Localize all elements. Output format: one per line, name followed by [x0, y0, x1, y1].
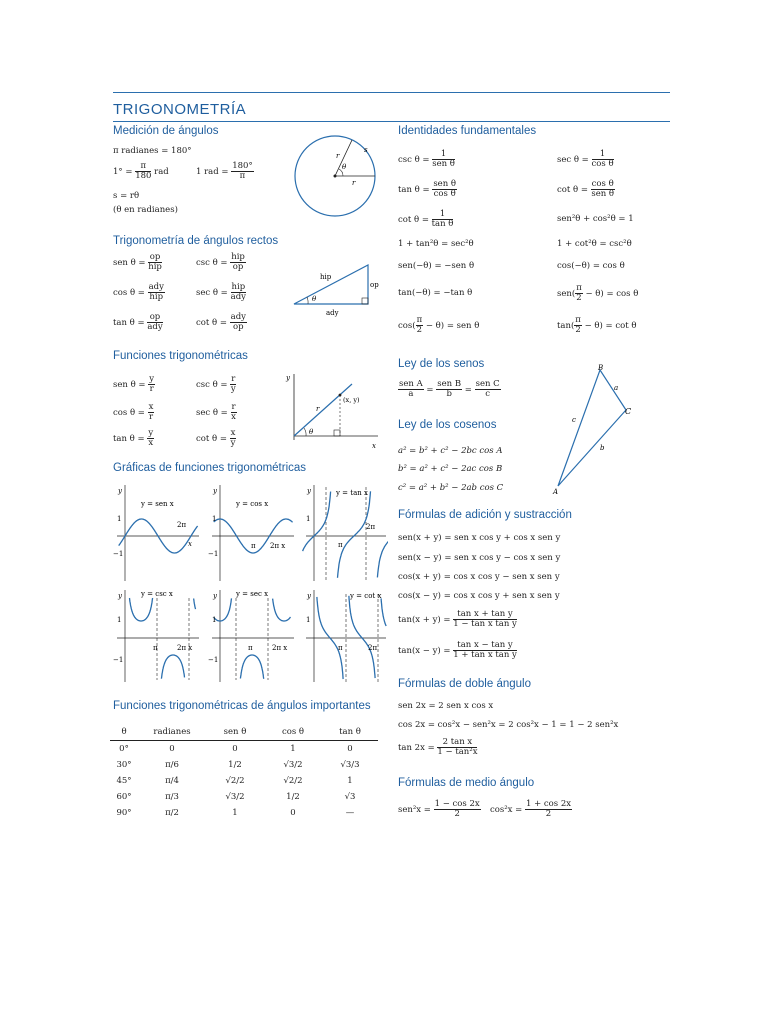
title-rule: [113, 121, 670, 122]
graph-sec-two-pi-x: 2π x: [272, 644, 288, 652]
addition-tan-plus: tan(x + y) = $\frac{\text{tan x + tan y}}{\text{1 − tan x tan y}}$: [398, 609, 517, 629]
table-cell: 1/2: [286, 792, 300, 802]
graph-tan-pi: π: [338, 541, 343, 549]
graph-sen-one: 1: [117, 515, 122, 523]
table-header-row: [110, 724, 378, 741]
ident-cot: cot θ = cos θ sen θ: [557, 179, 615, 199]
section-graficas-title: Gráficas de funciones trigonométricas: [113, 462, 307, 474]
graph-sec: [208, 588, 298, 684]
graph-cot-one: 1: [306, 616, 311, 624]
funciones-tan: tan θ = $\frac{y}{x}$: [113, 428, 154, 448]
graph-sen: [113, 483, 203, 583]
section-funciones-title: Funciones trigonométricas: [113, 350, 248, 362]
medicion-pi-rad: π radianes = 180°: [113, 146, 192, 156]
section-importantes-title: Funciones trigonométricas de ángulos importantes: [113, 700, 371, 712]
graph-cos-ylabel: y: [213, 487, 217, 495]
law-of-cosines-b: b² = a² + c² − 2ac cos B: [398, 464, 503, 474]
fdiag-r: r: [316, 405, 320, 413]
medicion-note: (θ en radianes): [113, 205, 178, 215]
addition-sen-minus: sen(x − y) = sen x cos y − cos x sen y: [398, 553, 561, 563]
medicion-radian-formula: 1 rad = $\frac{180^\circ}{\pi}$: [196, 161, 253, 181]
table-cell: 1: [290, 744, 296, 754]
tri-label-op: op: [370, 281, 379, 289]
right-triangle-diagram: [288, 260, 384, 322]
table-cell: π/3: [165, 792, 179, 802]
graph-sen-xlabel: x: [188, 540, 192, 548]
page-title: TRIGONOMETRÍA: [113, 101, 247, 118]
rectos-csc: csc θ = hip op: [196, 252, 245, 272]
fdiag-x: x: [372, 442, 376, 450]
graph-tan-two-pi: 2π: [366, 523, 376, 531]
circle-label-r2: r: [352, 179, 356, 187]
otri-B: B: [598, 364, 604, 372]
table-header: θ: [110, 724, 138, 741]
ident-pythagorean-tan: 1 + tan²θ = sec²θ: [398, 239, 474, 249]
table-row: [110, 789, 378, 805]
rectos-tan: tan θ = op ady: [113, 312, 163, 332]
graph-cot-pi: π: [338, 644, 343, 652]
fdiag-point: (x, y): [343, 396, 360, 404]
ident-neg-sen: sen(−θ) = −sen θ: [398, 261, 475, 271]
funciones-cos: cos θ = $\frac{x}{r}$: [113, 402, 154, 422]
double-angle-tan: tan 2x = $\frac{\text{2 tan x}}{\text{1 − tan²x}}$: [398, 737, 478, 757]
ident-cofunc-cos: cos( $\frac{\pi}{2}$ − θ) = sen θ: [398, 315, 480, 335]
table-row: [110, 805, 378, 821]
graph-cot-ylabel: y: [307, 592, 311, 600]
table-cell: 30°: [116, 760, 132, 770]
table-header: radianes: [138, 724, 206, 741]
graph-cos: [208, 483, 298, 583]
table-cell: —: [345, 808, 355, 818]
section-senos-title: Ley de los senos: [398, 358, 485, 370]
graph-cot-two-pi: 2π: [368, 644, 378, 652]
tri-label-theta: θ: [312, 295, 317, 303]
table-row: [110, 741, 378, 758]
section-medicion-title: Medición de ángulos: [113, 125, 219, 137]
graph-sec-one: 1: [212, 616, 217, 624]
graph-cos-one: 1: [212, 515, 217, 523]
graph-sen-two-pi: 2π: [177, 521, 187, 529]
table-cell: √3/3: [340, 760, 360, 770]
table-cell: π/2: [165, 808, 179, 818]
graph-tan-one: 1: [306, 515, 311, 523]
section-adicion-title: Fórmulas de adición y sustracción: [398, 509, 572, 521]
table-header: tan θ: [322, 724, 378, 741]
half-angle-cos: cos²x = $\frac{1 + \cos 2x}{2}$: [490, 799, 572, 819]
circle-label-theta: θ: [342, 163, 347, 171]
graph-sec-title: y = sec x: [236, 590, 269, 598]
otri-C: C: [625, 407, 632, 416]
table-cell: π/6: [165, 760, 179, 770]
table-cell: 0: [290, 808, 296, 818]
table-cell: √3: [344, 792, 356, 802]
table-cell: √3/2: [225, 792, 245, 802]
ident-neg-tan: tan(−θ) = −tan θ: [398, 288, 473, 298]
law-of-cosines-a: a² = b² + c² − 2bc cos A: [398, 446, 503, 456]
table-cell: 45°: [116, 776, 132, 786]
graph-sen-title: y = sen x: [141, 500, 174, 508]
tri-label-ady: ady: [326, 309, 339, 317]
half-angle-sen: sen²x = $\frac{1 - \cos 2x}{2}$: [398, 799, 480, 819]
addition-cos-minus: cos(x − y) = cos x cos y + sen x sen y: [398, 591, 560, 601]
table-cell: 1: [232, 808, 238, 818]
graph-sen-ylabel: y: [118, 487, 122, 495]
fdiag-y: y: [286, 374, 290, 382]
table-cell: √3/2: [283, 760, 303, 770]
graph-csc-minus-one: −1: [113, 656, 124, 664]
graph-sec-pi: π: [248, 644, 253, 652]
top-rule: [113, 92, 670, 93]
graph-csc-one: 1: [117, 616, 122, 624]
rectos-cot: cot θ = ady op: [196, 312, 246, 332]
double-angle-sen: sen 2x = 2 sen x cos x: [398, 701, 494, 711]
table-cell: 90°: [116, 808, 132, 818]
section-cosenos-title: Ley de los cosenos: [398, 419, 497, 431]
circle-label-r1: r: [336, 152, 340, 160]
rectos-cos: cos θ = ady hip: [113, 282, 164, 302]
circle-diagram: [290, 133, 386, 217]
table-cell: 1/2: [228, 760, 242, 770]
graph-csc-pi: π: [153, 644, 158, 652]
law-of-sines: sen A a = sen B b = sen C c: [399, 379, 500, 399]
ident-cofunc-sen: sen( $\frac{\pi}{2}$ − θ) = cos θ: [557, 283, 639, 303]
graph-sec-ylabel: y: [213, 592, 217, 600]
table-cell: π/4: [165, 776, 179, 786]
section-doble-title: Fórmulas de doble ángulo: [398, 678, 531, 690]
table-row: [110, 773, 378, 789]
graph-cos-title: y = cos x: [236, 500, 269, 508]
oblique-triangle-diagram: [548, 360, 640, 498]
section-medio-title: Fórmulas de medio ángulo: [398, 777, 535, 789]
graph-csc: [113, 588, 203, 684]
ident-pythagorean-cot: 1 + cot²θ = csc²θ: [557, 239, 632, 249]
graph-cos-two-pi-x: 2π x: [270, 542, 286, 550]
graph-cos-pi: π: [251, 542, 256, 550]
table-cell: 0: [232, 744, 238, 754]
funciones-csc: csc θ = $\frac{r}{y}$: [196, 374, 236, 394]
addition-sen-plus: sen(x + y) = sen x cos y + cos x sen y: [398, 533, 561, 543]
table-cell: √2/2: [225, 776, 245, 786]
ident-tan: tan θ = sen θ cos θ: [398, 179, 456, 199]
double-angle-cos: cos 2x = cos²x − sen²x = 2 cos²x − 1 = 1 − 2 sen²x: [398, 720, 619, 730]
table-cell: 0°: [119, 744, 129, 754]
graph-cos-minus-one: −1: [208, 550, 219, 558]
ident-cofunc-tan: tan( $\frac{\pi}{2}$ − θ) = cot θ: [557, 315, 637, 335]
addition-tan-minus: tan(x − y) = $\frac{\text{tan x − tan y}}{\text{1 + tan x tan y}}$: [398, 640, 517, 660]
table-header: sen θ: [206, 724, 264, 741]
rectos-sec: sec θ = hip ady: [196, 282, 246, 302]
fdiag-theta: θ: [309, 428, 314, 436]
table-cell: 0: [347, 744, 353, 754]
funciones-cot: cot θ = $\frac{x}{y}$: [196, 428, 236, 448]
funciones-sec: sec θ = $\frac{r}{x}$: [196, 402, 236, 422]
ident-csc: csc θ = 1 sen θ: [398, 149, 455, 169]
rectos-sen: sen θ = op hip: [113, 252, 162, 272]
medicion-degree-formula: 1° = $\frac{\pi}{180}$ rad: [113, 161, 169, 181]
table-cell: 60°: [116, 792, 132, 802]
graph-tan-title: y = tan x: [336, 489, 368, 497]
unit-coordinate-diagram: [282, 368, 382, 452]
graph-csc-two-pi-x: 2π x: [177, 644, 193, 652]
table-cell: √2/2: [283, 776, 303, 786]
graph-tan: [302, 483, 388, 583]
table-header: cos θ: [264, 724, 322, 741]
otri-a: a: [614, 384, 619, 392]
otri-b: b: [600, 444, 605, 452]
table-row: [110, 757, 378, 773]
ident-cot-reciprocal: cot θ = $\frac{1}{\text{tan θ}}$: [398, 209, 454, 229]
law-of-cosines-c: c² = a² + b² − 2ab cos C: [398, 483, 504, 493]
table-cell: 1: [347, 776, 353, 786]
graph-sec-minus-one: −1: [208, 656, 219, 664]
circle-label-s: s: [364, 146, 368, 154]
table-cell: 0: [169, 744, 175, 754]
otri-A: A: [553, 488, 559, 496]
graph-tan-ylabel: y: [307, 487, 311, 495]
section-identidades-title: Identidades fundamentales: [398, 125, 537, 137]
otri-c: c: [572, 416, 576, 424]
graph-csc-ylabel: y: [118, 592, 122, 600]
ident-neg-cos: cos(−θ) = cos θ: [557, 261, 625, 271]
medicion-arc-length: s = rθ: [113, 191, 140, 201]
important-angles-table: [110, 724, 378, 821]
graph-csc-title: y = csc x: [141, 590, 173, 598]
section-rectos-title: Trigonometría de ángulos rectos: [113, 235, 279, 247]
funciones-sen: sen θ = $\frac{y}{r}$: [113, 374, 155, 394]
graph-cot: [302, 588, 388, 684]
ident-sec: sec θ = $\frac{1}{\text{cos θ}}$: [557, 149, 614, 169]
addition-cos-plus: cos(x + y) = cos x cos y − sen x sen y: [398, 572, 560, 582]
tri-label-hip: hip: [320, 273, 332, 281]
ident-pythagorean: sen²θ + cos²θ = 1: [557, 214, 634, 224]
graph-cot-title: y = cot x: [350, 592, 382, 600]
graph-sen-minus-one: −1: [113, 550, 124, 558]
